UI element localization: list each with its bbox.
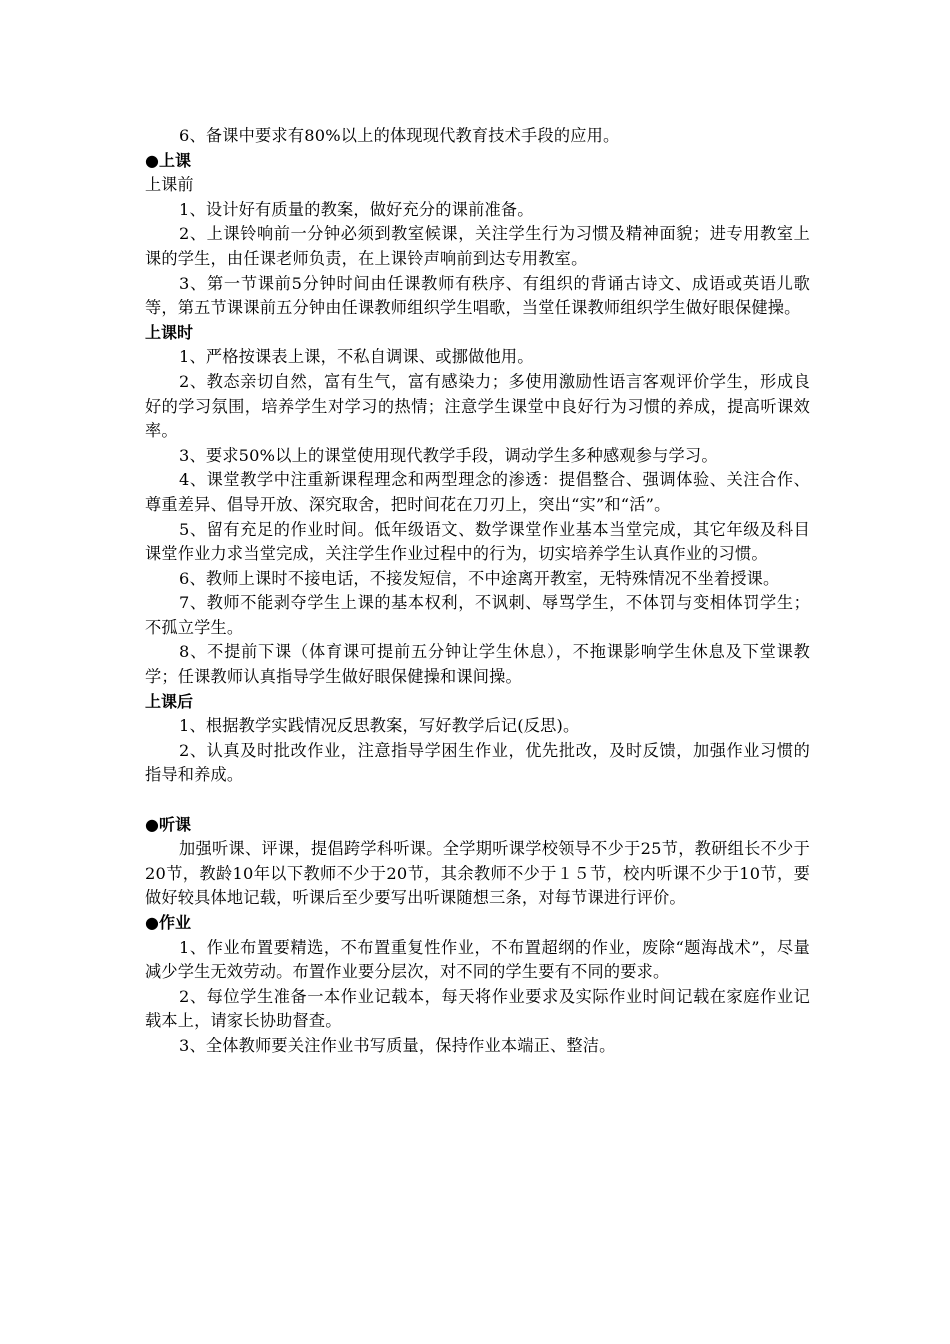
blank-line <box>145 788 810 813</box>
paragraph: 4、课堂教学中注重新课程理念和两型理念的渗透：提倡整合、强调体验、关注合作、尊重差异、倡导开放、深究取舍，把时间花在刀刃上，突出“实”和“活”。 <box>145 470 810 514</box>
paragraph: 1、设计好有质量的教案，做好充分的课前准备。 <box>179 199 534 219</box>
paragraph: 2、认真及时批改作业，注意指导学困生作业，优先批改，及时反馈，加强作业习惯的指导和养成。 <box>145 740 810 785</box>
paragraph: 1、根据教学实践情况反思教案，写好教学后记(反思)。 <box>179 716 580 736</box>
paragraph: 5、留有充足的作业时间。低年级语文、数学课堂作业基本当堂完成，其它年级及科目课堂作业力求当堂完成，关注学生作业过程中的行为，切实培养学生认真作业的习惯。 <box>145 519 810 564</box>
paragraph: 1、作业布置要精选，不布置重复性作业，不布置超纲的作业，废除“题海战术”，尽量减少学生无效劳动。布置作业要分层次，对不同的学生要有不同的要求。 <box>145 937 810 982</box>
paragraph: 8、不提前下课（体育课可提前五分钟让学生休息），不拖课影响学生休息及下堂课教学；任课教师认真指导学生做好眼保健操和课间操。 <box>145 642 810 687</box>
paragraph: 加强听课、评课，提倡跨学科听课。全学期听课学校领导不少于25节，教研组长不少于20节，教龄10年以下教师不少于20节，其余教师不少于１５节，校内听课不少于10节，要做好较具体地记载，听课后至少要写出听课随想三条，对每节课进行评价。 <box>145 839 810 908</box>
paragraph: 7、教师不能剥夺学生上课的基本权利，不讽刺、辱骂学生，不体罚与变相体罚学生；不孤立学生。 <box>145 593 810 637</box>
paragraph: 2、每位学生准备一本作业记载本，每天将作业要求及实际作业时间记载在家庭作业记载本上，请家长协助督查。 <box>145 986 810 1031</box>
subheading-before-class: 上课前 <box>145 175 194 195</box>
subheading-during-class: 上课时 <box>145 322 194 342</box>
paragraph: 1、严格按课表上课，不私自调课、或挪做他用。 <box>179 347 534 367</box>
paragraph: 3、要求50%以上的课堂使用现代教学手段，调动学生多种感观参与学习。 <box>179 445 718 465</box>
section-heading-shangke: ●上课 <box>145 150 191 170</box>
paragraph: 6、备课中要求有80%以上的体现现代教育技术手段的应用。 <box>179 126 620 145</box>
paragraph: 3、第一节课前5分钟时间由任课教师有秩序、有组织的背诵古诗文、成语或英语儿歌等，第五节课课前五分钟由任课教师组织学生唱歌，当堂任课教师组织学生做好眼保健操。 <box>145 273 810 318</box>
paragraph: 2、上课铃响前一分钟必须到教室候课，关注学生行为习惯及精神面貌；进专用教室上课的学生，由任课老师负责，在上课铃声响前到达专用教室。 <box>145 224 810 268</box>
section-heading-tingke: ●听课 <box>145 814 191 834</box>
paragraph: 3、全体教师要关注作业书写质量，保持作业本端正、整洁。 <box>179 1035 616 1055</box>
subheading-after-class: 上课后 <box>145 691 194 711</box>
section-heading-zuoye: ●作业 <box>145 913 191 932</box>
paragraph: 6、教师上课时不接电话，不接发短信，不中途离开教室，无特殊情况不坐着授课。 <box>179 568 780 588</box>
paragraph: 2、教态亲切自然，富有生气，富有感染力；多使用激励性语言客观评价学生，形成良好的学习氛围，培养学生对学习的热情；注意学生课堂中良好行为习惯的养成，提高听课效率。 <box>145 371 810 441</box>
